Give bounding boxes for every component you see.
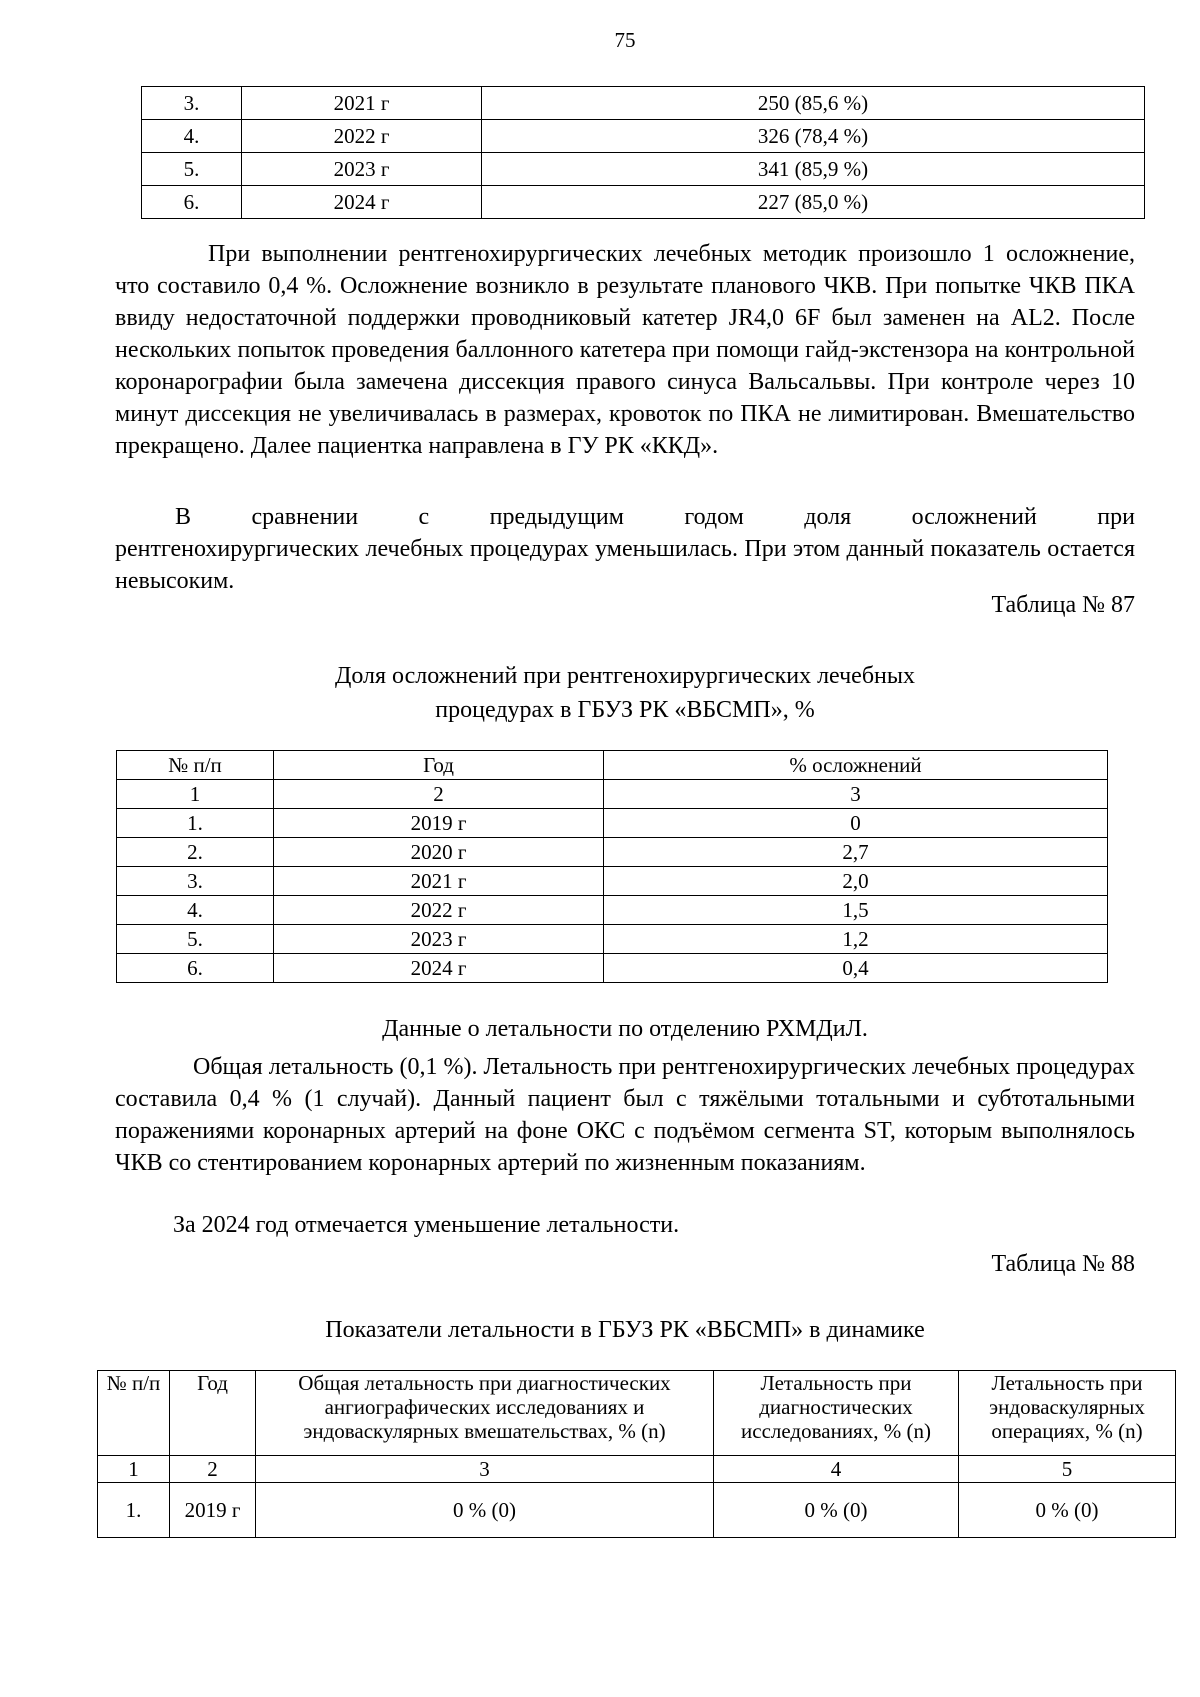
table-row	[117, 809, 1108, 838]
table-column-number-cell-col4: 4	[714, 1456, 959, 1483]
table-cell-col1: 2.	[117, 838, 274, 867]
table-cell-col1: 4.	[142, 120, 242, 153]
table-cell-col1: 3.	[142, 87, 242, 120]
table-column-number-cell-col1: 1	[117, 780, 274, 809]
table-cell-col3: 1,2	[604, 925, 1108, 954]
table-column-number-row	[98, 1456, 1176, 1483]
table-row	[117, 838, 1108, 867]
table-cell-col1: 1.	[117, 809, 274, 838]
table-cell-col1: 5.	[142, 153, 242, 186]
table-87-caption-line1: Доля осложнений при рентгенохирургических лечебных	[334, 663, 916, 689]
table-cell-col2: 2022 г	[242, 120, 482, 153]
paragraph-mortality-trend: За 2024 год отмечается уменьшение летальности.	[173, 1212, 680, 1238]
table-cell-col3: 0,4	[604, 954, 1108, 983]
table-row	[117, 896, 1108, 925]
table-cell-col2: 2023 г	[274, 925, 604, 954]
table-header-cell-col4: Летальность при диагностических исследованиях, % (n)	[714, 1371, 959, 1456]
table-cell-col3: 341 (85,9 %)	[482, 153, 1145, 186]
table-cell-col2: 2024 г	[274, 954, 604, 983]
table-cell-col2: 2019 г	[274, 809, 604, 838]
table-header-cell-col2: Год	[170, 1371, 256, 1456]
table-column-number-cell-col2: 2	[170, 1456, 256, 1483]
table-cell-col3: 326 (78,4 %)	[482, 120, 1145, 153]
paragraph-complications: При выполнении рентгенохирургических лечебных методик произошло 1 осложнение, что составило 0,4 %. Осложнение возникло в результате планового ЧКВ. При попытке ЧКВ ПКА ввиду недостаточной поддержки проводниковый катетер JR4,0 6F был заменен на AL2. После нескольких попыток проведения баллонного катетера при помощи гайд-экстензора на контрольной коронарографии была замечена диссекция правого синуса Вальсальвы. При контроле через 10 минут диссекция не увеличивалась в размерах, кровоток по ПКА не лимитирован. Вмешательство прекращено. Далее пациентка направлена в ГУ РК «ККД».	[115, 241, 1135, 459]
paragraph-mortality: Общая летальность (0,1 %). Летальность при рентгенохирургических лечебных процедурах составила 0,4 % (1 случай). Данный пациент был с тяжёлыми тотальными и субтотальными поражениями коронарных артерий на фоне ОКС с подъёмом сегмента ST, которым выполнялось ЧКВ со стентированием коронарных артерий по жизненным показаниям.	[115, 1054, 1135, 1176]
table-cell-col5: 0 % (0)	[959, 1483, 1176, 1538]
table-cell-col3: 1,5	[604, 896, 1108, 925]
table-header-cell-col3: Общая летальность при диагностических ангиографических исследованиях и эндоваскулярных вмешательствах, % (n)	[256, 1371, 714, 1456]
table-row	[142, 186, 1145, 219]
table-header-cell-col3: % осложнений	[604, 751, 1108, 780]
table-cell-col3: 2,0	[604, 867, 1108, 896]
table-88-caption: Показатели летальности в ГБУЗ РК «ВБСМП» в динамике	[325, 1317, 925, 1343]
table-column-number-cell-col3: 3	[256, 1456, 714, 1483]
table-cell-col3: 2,7	[604, 838, 1108, 867]
table-header-cell-col2: Год	[274, 751, 604, 780]
continuation-table	[141, 86, 1145, 219]
table-column-number-cell-col2: 2	[274, 780, 604, 809]
table-column-number-cell-col3: 3	[604, 780, 1108, 809]
table-88	[97, 1370, 1176, 1538]
table-cell-col3: 250 (85,6 %)	[482, 87, 1145, 120]
table-row	[142, 153, 1145, 186]
table-header-cell-col1: № п/п	[117, 751, 274, 780]
table-row	[142, 87, 1145, 120]
table-column-number-cell-col5: 5	[959, 1456, 1176, 1483]
table-cell-col1: 5.	[117, 925, 274, 954]
page-number: 75	[614, 28, 636, 52]
table-cell-col1: 1.	[98, 1483, 170, 1538]
table-cell-col4: 0 % (0)	[714, 1483, 959, 1538]
paragraph-comparison-rest: рентгенохирургических лечебных процедурах уменьшилась. При этом данный показатель остается невысоким.	[115, 536, 1135, 594]
table-cell-col2: 2021 г	[274, 867, 604, 896]
paragraph-comparison-line1: В сравнении с предыдущим годом доля осложнений при	[175, 504, 1135, 530]
table-cell-col3: 227 (85,0 %)	[482, 186, 1145, 219]
table-cell-col3: 0	[604, 809, 1108, 838]
table-cell-col2: 2022 г	[274, 896, 604, 925]
table-cell-col1: 6.	[142, 186, 242, 219]
table-header-cell-col5: Летальность при эндоваскулярных операциях, % (n)	[959, 1371, 1176, 1456]
table-88-label: Таблица № 88	[991, 1251, 1135, 1277]
table-header-row	[117, 751, 1108, 780]
table-cell-col2: 2021 г	[242, 87, 482, 120]
table-column-number-row	[117, 780, 1108, 809]
mortality-heading: Данные о летальности по отделению РХМДиЛ.	[382, 1016, 868, 1042]
table-87-label: Таблица № 87	[991, 592, 1135, 618]
table-row	[98, 1483, 1176, 1538]
table-row	[117, 954, 1108, 983]
table-cell-col2: 2024 г	[242, 186, 482, 219]
table-cell-col1: 4.	[117, 896, 274, 925]
table-cell-col1: 6.	[117, 954, 274, 983]
table-row	[117, 867, 1108, 896]
table-cell-col2: 2019 г	[170, 1483, 256, 1538]
table-cell-col3: 0 % (0)	[256, 1483, 714, 1538]
table-header-cell-col1: № п/п	[98, 1371, 170, 1456]
table-cell-col2: 2020 г	[274, 838, 604, 867]
table-cell-col1: 3.	[117, 867, 274, 896]
table-column-number-cell-col1: 1	[98, 1456, 170, 1483]
table-87-caption-line2: процедурах в ГБУЗ РК «ВБСМП», %	[435, 697, 815, 723]
table-header-row	[98, 1371, 1176, 1456]
table-87	[116, 750, 1108, 983]
table-row	[117, 925, 1108, 954]
paragraph-comparison	[115, 501, 1135, 597]
table-row	[142, 120, 1145, 153]
table-cell-col2: 2023 г	[242, 153, 482, 186]
